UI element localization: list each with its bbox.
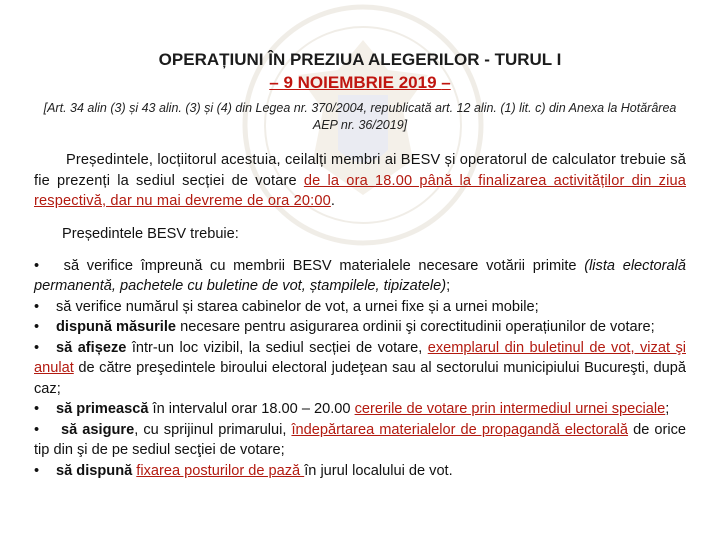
intro-end: . — [330, 193, 336, 209]
item-text: , cu sprijinul primarului, — [134, 421, 292, 438]
bullet-icon: • — [34, 257, 40, 274]
slide-title — [34, 48, 686, 94]
duties-list — [34, 256, 686, 482]
item-end: ; — [446, 278, 451, 294]
title-dash-2: – — [441, 73, 451, 92]
list-item — [34, 420, 686, 461]
intro-text: Președintele, locțiitorul acestuia, ceilalți membri ai BESV și operatorul de calculator trebuie să fie prezenți la sediul secției de votare — [34, 152, 686, 189]
item-text: să verifice împreună cu membrii BESV materialele necesare votării primite — [56, 257, 577, 274]
list-item — [34, 256, 686, 297]
item-text: în jurul localului de vot. — [304, 462, 453, 479]
title-dash-1: – — [269, 73, 284, 92]
list-item — [34, 317, 686, 338]
title-line-2 — [34, 71, 686, 94]
list-item — [34, 338, 686, 400]
list-item — [34, 297, 686, 318]
intro-time-highlight: de la ora 18.00 până la finalizarea activităților din ziua respectivă, dar nu mai devreme de ora 20:00 — [34, 172, 687, 209]
item-text: de orice tip din şi de pe sediul secţiei de votare; — [34, 421, 686, 458]
list-item — [34, 399, 686, 420]
item-highlight: îndepărtarea materialelor de propagandă electorală — [291, 421, 629, 438]
item-bold: să dispună — [56, 462, 133, 479]
bullet-icon: • — [34, 462, 40, 479]
intro-paragraph — [34, 150, 686, 212]
item-bold: dispună măsurile — [56, 319, 177, 335]
item-text: într-un loc vizibil, la sediul secției de votare, — [126, 339, 428, 356]
item-bold: să primească — [56, 401, 149, 417]
section-subheading: Președintele BESV trebuie: — [62, 225, 239, 242]
item-end: ; — [665, 401, 670, 417]
title-date: 9 NOIEMBRIE 2019 — [283, 73, 442, 92]
bullet-icon: • — [34, 298, 40, 315]
title-line-1: OPERAȚIUNI ÎN PREZIUA ALEGERILOR - TURUL I — [158, 50, 562, 69]
item-highlight: cererile de votare prin intermediul urnei speciale — [354, 401, 666, 417]
bullet-icon: • — [34, 421, 40, 438]
item-highlight: exemplarul din buletinul de vot, vizat şi anulat — [34, 339, 686, 376]
list-item — [34, 461, 686, 482]
item-text: de către preşedintele biroului electoral judeţean sau al sectorului municipiului Bucureşti, după caz; — [34, 360, 686, 397]
item-text: necesare pentru asigurarea ordinii şi corectitudinii operațiunilor de votare; — [176, 319, 655, 335]
item-text: să verifice numărul și starea cabinelor de vot, a urnei fixe și a urnei mobile; — [56, 298, 539, 315]
item-bold: să afișeze — [56, 339, 127, 356]
item-highlight: fixarea posturilor de pază — [136, 462, 305, 479]
bullet-icon: • — [34, 319, 40, 335]
legal-reference: [Art. 34 alin (3) și 43 alin. (3) și (4) din Legea nr. 370/2004, republicată art. 12 alin. (1) lit. c) din Anexa la Hotărârea AEP nr. 36/2019] — [43, 101, 677, 132]
item-text: în intervalul orar 18.00 – 20.00 — [148, 401, 355, 417]
bullet-icon: • — [34, 339, 40, 356]
bullet-icon: • — [34, 401, 40, 417]
item-bold: să asigure — [56, 421, 135, 438]
item-italic: (lista electorală permanentă, pachetele cu buletine de vot, ștampilele, tipizatele) — [34, 257, 686, 294]
slide-content — [34, 0, 686, 481]
